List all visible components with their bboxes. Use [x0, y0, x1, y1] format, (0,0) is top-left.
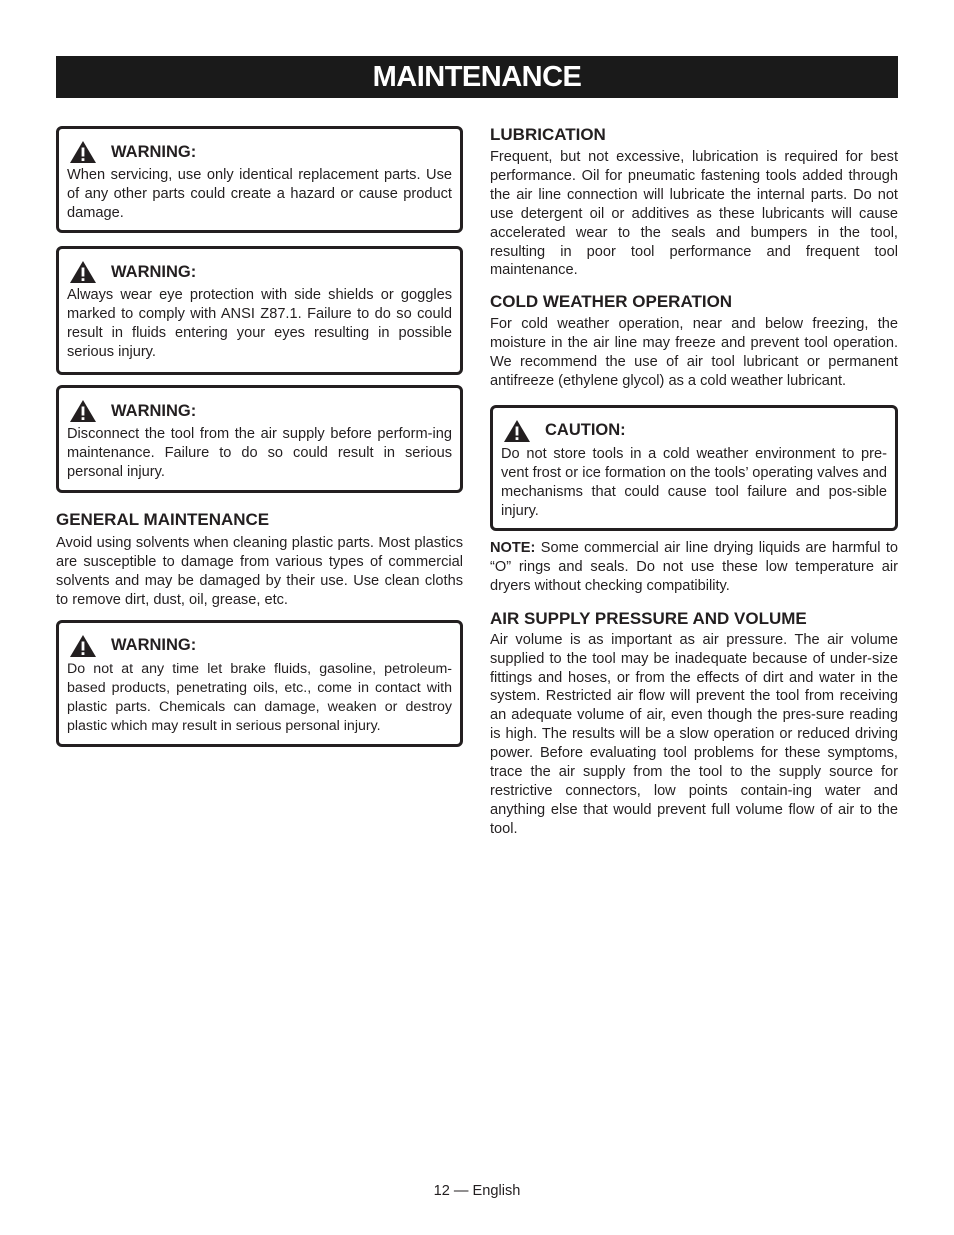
general-maintenance-text: Avoid using solvents when cleaning plastic parts. Most plastics are susceptible to damage from various types of commercial solvents and may be damaged by their use. Use clean cloths to remove dirt, dust, oil, grease, etc.	[56, 535, 463, 608]
lubrication-heading: LUBRICATION	[490, 125, 606, 144]
warning-box-eye-protection	[56, 246, 463, 375]
warning-label: WARNING:	[111, 262, 197, 281]
air-supply-text: Air volume is as important as air pressure. The air volume supplied to the tool may be inadequate because of under-size fittings and hoses, or from the effects of dirt and water in the system. Restricted air flow will prevent the tool from receiving an adequate volume of air, even though the pres-sure reading is high. The results will be a slow operation or reduced driving power. Before evaluating tool problems for these symptoms, trace the air supply from the tool to the supply source for restrictive connectors, low points contain-ing water and anything else that would prevent full volume flow of air to the tool.	[490, 631, 898, 837]
warning-triangle-icon	[69, 634, 97, 658]
warning-label: WARNING:	[111, 401, 197, 420]
warning-box-disconnect	[56, 385, 463, 493]
right-column	[490, 124, 898, 853]
caution-box-cold-storage	[490, 405, 898, 531]
lubrication-text: Frequent, but not excessive, lubrication is required for best performance. Oil for pneumatic fastening tools added through the air line connection will lubricate the internal parts. Do not use detergent oil or additives as these lubricants will cause accelerated wear to the seals and bumpers in the tool, resulting in poor tool performance and frequent tool maintenance.	[490, 149, 898, 279]
caution-header	[501, 418, 887, 444]
page-footer: 12 — English	[433, 1183, 521, 1199]
warning-label: WARNING:	[111, 636, 197, 655]
warning-header	[67, 139, 452, 165]
warning-triangle-icon	[69, 140, 97, 164]
note-text: Some commercial air line drying liquids are harmful to “O” rings and seals. Do not use these low temperature air dryers without checking compatibility.	[490, 539, 898, 594]
warning-triangle-icon	[503, 419, 531, 443]
warning-triangle-icon	[69, 260, 97, 284]
caution-label: CAUTION:	[545, 421, 626, 440]
general-maintenance-heading: GENERAL MAINTENANCE	[56, 510, 270, 529]
note-label: NOTE:	[490, 539, 536, 556]
warning-box-chemicals	[56, 620, 463, 747]
caution-text: Do not store tools in a cold weather environment to pre-vent frost or ice formation on the tools’ operating valves and mechanisms that could cause tool failure and pos-sible injury.	[501, 445, 887, 519]
warning-text: Disconnect the tool from the air supply before perform-ing maintenance. Failure to do so could result in serious personal injury.	[67, 426, 452, 480]
warning-header	[67, 633, 452, 659]
warning-header	[67, 259, 452, 285]
warning-text: When servicing, use only identical replacement parts. Use of any other parts could create a hazard or cause product damage.	[67, 167, 452, 221]
warning-text: Always wear eye protection with side shields or goggles marked to comply with ANSI Z87.1. Failure to do so could result in fluids entering your eyes resulting in possible serious injury.	[67, 287, 452, 360]
page-title: MAINTENANCE	[56, 56, 898, 98]
cold-weather-text: For cold weather operation, near and below freezing, the moisture in the air line may freeze and prevent tool operation. We recommend the use of air tool lubricant or permanent antifreeze (ethylene glycol) as a cold weather lubricant.	[490, 316, 898, 390]
cold-weather-heading: COLD WEATHER OPERATION	[490, 292, 733, 312]
warning-text: Do not at any time let brake fluids, gasoline, petroleum-based products, penetrating oils, etc., come in contact with plastic parts. Chemicals can damage, weaken or destroy plastic which may result in serious personal injury.	[67, 660, 452, 734]
warning-header	[67, 398, 452, 424]
air-supply-heading: AIR SUPPLY PRESSURE AND VOLUME	[490, 608, 807, 628]
note-paragraph	[490, 539, 898, 596]
warning-triangle-icon	[69, 399, 97, 423]
warning-box-replacement-parts	[56, 126, 463, 233]
left-column	[56, 126, 463, 760]
warning-label: WARNING:	[111, 142, 197, 161]
